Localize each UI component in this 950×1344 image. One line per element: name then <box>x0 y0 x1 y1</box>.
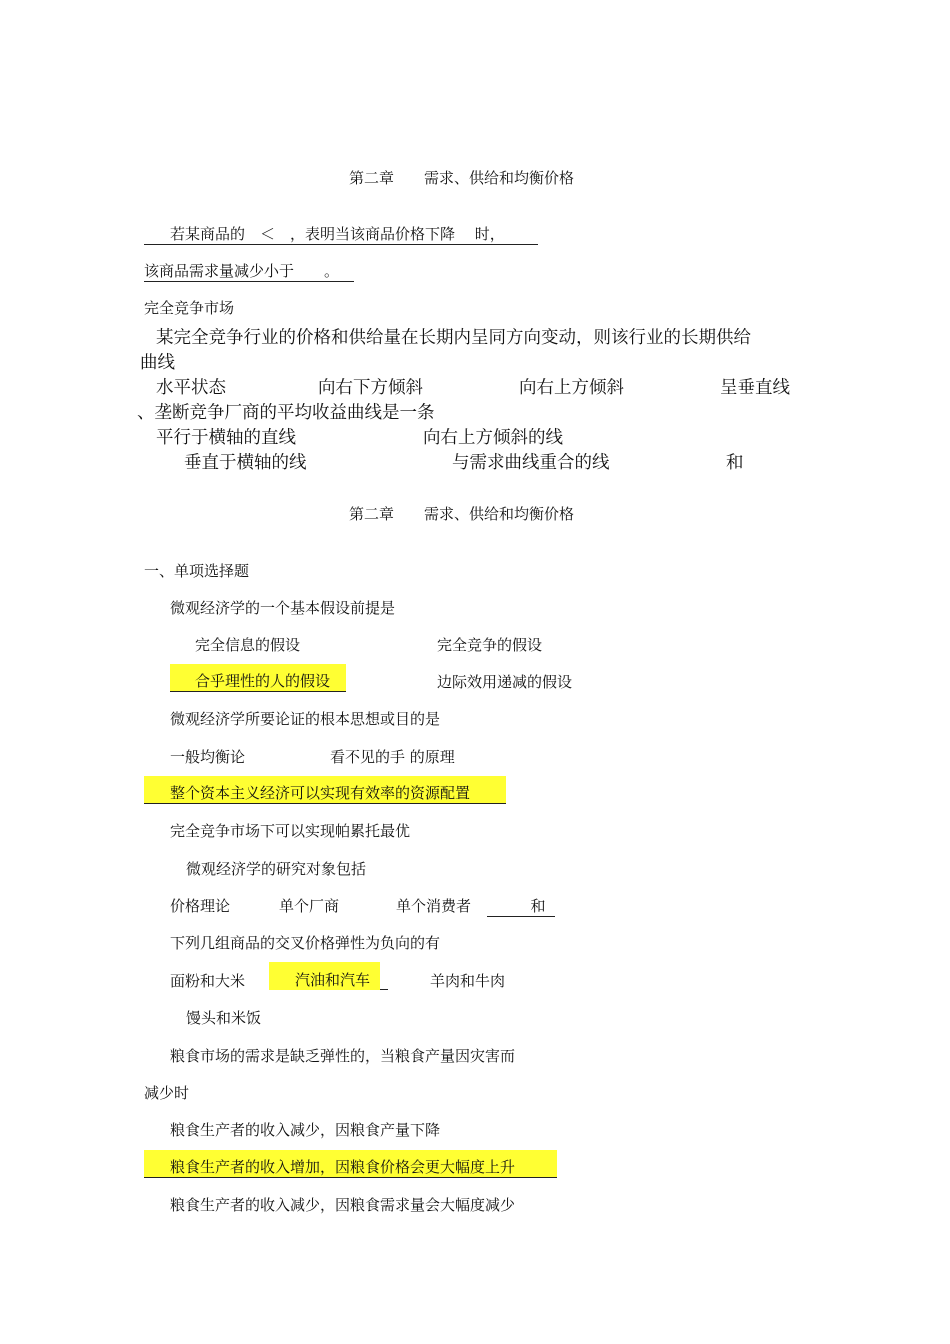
monopoly-option-and: 和 <box>726 453 744 473</box>
market-label: 完全竞争市场 <box>144 299 235 317</box>
q4-option-b-text: 汽油和汽车 <box>269 962 380 990</box>
q2-option-a: 一般均衡论 <box>170 748 246 766</box>
q3-option-d: 和 <box>487 896 555 917</box>
q4-stem: 下列几组商品的交叉价格弹性为负向的有 <box>170 934 441 952</box>
q4-option-a: 面粉和大米 <box>170 972 246 990</box>
supply-option-a: 水平状态 <box>156 378 226 398</box>
q5-stem-line1: 粮食市场的需求是缺乏弹性的，当粮食产量因灾害而 <box>170 1047 516 1065</box>
q3-option-b: 单个厂商 <box>279 897 340 915</box>
q4-option-d: 馒头和米饭 <box>186 1009 262 1027</box>
q1-option-d: 边际效用递减的假设 <box>437 673 573 691</box>
supply-option-d: 呈垂直线 <box>720 378 790 398</box>
chapter-title-top: 第二章 需求、供给和均衡价格 <box>349 169 575 187</box>
chapter-title-second: 第二章 需求、供给和均衡价格 <box>349 505 575 523</box>
monopoly-option-d: 与需求曲线重合的线 <box>452 453 610 473</box>
q4-option-c: 羊肉和牛肉 <box>430 972 506 990</box>
q3-stem: 微观经济学的研究对象包括 <box>186 860 367 878</box>
supply-option-c: 向右上方倾斜 <box>519 378 624 398</box>
q1-option-c-answer: 合乎理性的人的假设 <box>170 664 346 692</box>
supply-option-b: 向右下方倾斜 <box>318 378 423 398</box>
q3-option-a: 价格理论 <box>170 897 231 915</box>
q2-option-d: 完全竞争市场下可以实现帕累托最优 <box>170 822 411 840</box>
q5-option-b-answer: 粮食生产者的收入增加，因粮食价格会更大幅度上升 <box>144 1150 557 1178</box>
q5-option-a: 粮食生产者的收入减少，因粮食产量下降 <box>170 1121 441 1139</box>
monopoly-question: 、垄断竞争厂商的平均收益曲线是一条 <box>137 403 435 423</box>
q2-option-c-answer: 整个资本主义经济可以实现有效率的资源配置 <box>144 776 506 804</box>
q2-stem: 微观经济学所要论证的根本思想或目的是 <box>170 710 441 728</box>
q5-option-c: 粮食生产者的收入减少，因粮食需求量会大幅度减少 <box>170 1196 516 1214</box>
monopoly-option-b: 向右上方倾斜的线 <box>423 428 563 448</box>
supply-question-line1: 某完全竞争行业的价格和供给量在长期内呈同方向变动，则该行业的长期供给 <box>156 328 751 348</box>
q5-stem-line2: 减少时 <box>144 1084 190 1102</box>
q2-option-b: 看不见的手 的原理 <box>330 748 455 766</box>
elasticity-question-line2: 该商品需求量减少小于 。 <box>144 261 354 282</box>
q4-option-b-answer <box>269 962 388 990</box>
monopoly-option-c: 垂直于横轴的线 <box>184 453 307 473</box>
q1-option-b: 完全竞争的假设 <box>437 636 543 654</box>
section-label: 一、单项选择题 <box>144 562 250 580</box>
elasticity-question-line1: 若某商品的 ＜ ，表明当该商品价格下降 时， <box>144 224 538 245</box>
q1-stem: 微观经济学的一个基本假设前提是 <box>170 599 396 617</box>
monopoly-option-a: 平行于横轴的直线 <box>156 428 296 448</box>
q1-option-a: 完全信息的假设 <box>195 636 301 654</box>
supply-question-line2: 曲线 <box>140 353 175 373</box>
q3-option-c: 单个消费者 <box>396 897 472 915</box>
